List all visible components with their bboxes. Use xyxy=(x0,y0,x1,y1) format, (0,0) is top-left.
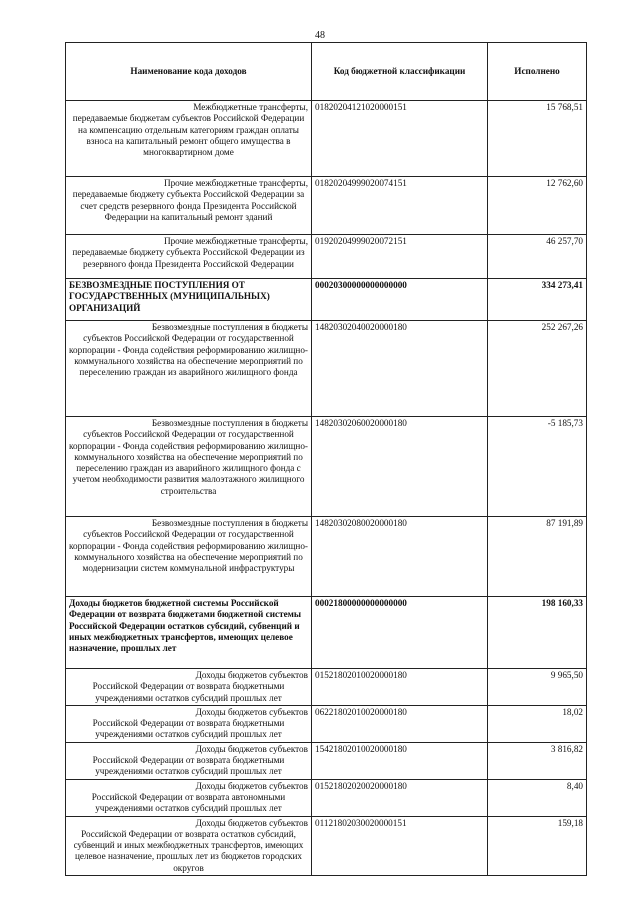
table-row xyxy=(66,417,587,517)
income-name-continuation: субъектов Российской Федерации от государственной корпорации - Фонда содействия реформированию жилищно-коммунального хозяйства на обеспечение мероприятий по переселению граждан из аварийного жилищного фонда с учетом необходимости развития малоэтажного жилищного строительства xyxy=(69,429,308,496)
income-name-continuation: Российской Федерации от возврата бюджетными учреждениями остатков субсидий прошлых лет xyxy=(92,755,285,777)
income-name-first-line: Доходы бюджетов субъектов xyxy=(195,670,308,680)
income-name-first-line: Доходы бюджетов субъектов xyxy=(195,780,308,791)
executed-amount-cell: 8,40 xyxy=(488,779,587,816)
executed-amount-cell: 198 160,33 xyxy=(488,597,587,669)
page-number: 48 xyxy=(315,30,325,41)
income-name-continuation: субъектов Российской Федерации от государственной корпорации - Фонда содействия реформированию жилищно-коммунального хозяйства на обеспечение мероприятий по переселению граждан из аварийного жилищного фонда xyxy=(69,333,308,378)
executed-amount-cell: 334 273,41 xyxy=(488,279,587,321)
executed-amount-cell: 159,18 xyxy=(488,816,587,875)
income-name-cell xyxy=(66,321,312,417)
table-row xyxy=(66,177,587,235)
income-name-continuation: Российской Федерации от возврата бюджетными учреждениями остатков субсидий прошлых лет xyxy=(92,718,285,740)
classification-code-cell: 01521802010020000180 xyxy=(312,669,488,706)
table-row xyxy=(66,669,587,706)
executed-amount-cell: 18,02 xyxy=(488,705,587,742)
income-name-continuation: Российской Федерации от возврата автономными учреждениями остатков субсидий прошлых лет xyxy=(91,791,286,814)
executed-amount-cell: 252 267,26 xyxy=(488,321,587,417)
table-header-row xyxy=(66,43,587,101)
executed-amount-cell: -5 185,73 xyxy=(488,417,587,517)
table-row xyxy=(66,816,587,875)
table-row xyxy=(66,101,587,177)
income-name-first-line: Безвозмездные поступления в бюджеты xyxy=(151,418,308,428)
table-row xyxy=(66,779,587,816)
classification-code-cell: 06221802010020000180 xyxy=(312,705,488,742)
executed-amount-cell: 46 257,70 xyxy=(488,235,587,279)
header-code: Код бюджетной классификации xyxy=(312,43,488,101)
income-name-first-line: Межбюджетные трансферты, xyxy=(193,102,308,112)
table-row xyxy=(66,517,587,597)
revenue-table xyxy=(65,42,587,876)
income-name-first-line: Безвозмездные поступления в бюджеты xyxy=(151,518,308,528)
income-name-continuation: субъектов Российской Федерации от государственной корпорации - Фонда содействия реформированию жилищно-коммунального хозяйства на обеспечение мероприятий по модернизации систем коммунальной инфраструктуры xyxy=(69,529,308,574)
executed-amount-cell: 12 762,60 xyxy=(488,177,587,235)
income-name-cell xyxy=(66,177,312,235)
income-name-first-line: Доходы бюджетов субъектов xyxy=(195,743,308,754)
income-name-first-line: Прочие межбюджетные трансферты, xyxy=(163,236,308,246)
income-name-first-line: Безвозмездные поступления в бюджеты xyxy=(151,322,308,332)
table-row xyxy=(66,321,587,417)
classification-code-cell: 01521802020020000180 xyxy=(312,779,488,816)
executed-amount-cell: 3 816,82 xyxy=(488,742,587,779)
classification-code-cell: 01820204121020000151 xyxy=(312,101,488,177)
income-name-continuation: Российской Федерации от возврата остатков субсидий, субвенций и иных межбюджетных трансфертов, имеющих целевое назначение, прошлых лет из бюджетов городских округов xyxy=(73,828,304,873)
table-row xyxy=(66,279,587,321)
income-name-first-line: Доходы бюджетов субъектов xyxy=(195,706,308,717)
income-name-cell xyxy=(66,816,312,875)
income-name-cell xyxy=(66,279,312,321)
table-row xyxy=(66,705,587,742)
income-name-cell xyxy=(66,101,312,177)
income-name-first-line: Доходы бюджетов бюджетной системы Российской Федерации от возврата бюджетами бюджетной системы Российской Федерации остатков субсидий, субвенций и иных межбюджетных трансфертов, имеющих целевое назначение, прошлых лет xyxy=(69,598,302,654)
classification-code-cell: 01121802030020000151 xyxy=(312,816,488,875)
table-row xyxy=(66,235,587,279)
header-name: Наименование кода доходов xyxy=(66,43,312,101)
classification-code-cell: 14820302040020000180 xyxy=(312,321,488,417)
executed-amount-cell: 15 768,51 xyxy=(488,101,587,177)
classification-code-cell: 00020300000000000000 xyxy=(312,279,488,321)
executed-amount-cell: 87 191,89 xyxy=(488,517,587,597)
income-name-cell xyxy=(66,235,312,279)
classification-code-cell: 01820204999020074151 xyxy=(312,177,488,235)
income-name-cell xyxy=(66,742,312,779)
income-name-continuation: передаваемые бюджету субъекта Российской Федерации за счет средств резервного фонда Президента Российской Федерации на капитальный ремонт зданий xyxy=(72,189,305,222)
income-name-continuation: Российской Федерации от возврата бюджетными учреждениями остатков субсидий прошлых лет xyxy=(92,681,285,703)
income-name-first-line: Прочие межбюджетные трансферты, xyxy=(163,178,308,188)
classification-code-cell: 15421802010020000180 xyxy=(312,742,488,779)
income-name-cell xyxy=(66,669,312,706)
classification-code-cell: 01920204999020072151 xyxy=(312,235,488,279)
executed-amount-cell: 9 965,50 xyxy=(488,669,587,706)
income-name-cell xyxy=(66,597,312,669)
income-name-continuation: передаваемые бюджетам субъектов Российской Федерации на компенсацию отдельным категориям граждан оплаты взноса на капитальный ремонт общего имущества в многоквартирном доме xyxy=(72,113,305,158)
classification-code-cell: 14820302080020000180 xyxy=(312,517,488,597)
classification-code-cell: 14820302060020000180 xyxy=(312,417,488,517)
income-name-cell xyxy=(66,779,312,816)
classification-code-cell: 00021800000000000000 xyxy=(312,597,488,669)
header-amount: Исполнено xyxy=(488,43,587,101)
income-name-cell xyxy=(66,517,312,597)
income-name-first-line: Доходы бюджетов субъектов xyxy=(195,817,308,828)
table-row xyxy=(66,597,587,669)
table-row xyxy=(66,742,587,779)
income-name-continuation: передаваемые бюджету субъекта Российской Федерации из резервного фонда Президента Российской Федерации xyxy=(72,247,305,269)
income-name-cell xyxy=(66,417,312,517)
income-name-cell xyxy=(66,705,312,742)
income-name-first-line: БЕЗВОЗМЕЗДНЫЕ ПОСТУПЛЕНИЯ ОТ ГОСУДАРСТВЕННЫХ (МУНИЦИПАЛЬНЫХ) ОРГАНИЗАЦИЙ xyxy=(69,280,270,313)
